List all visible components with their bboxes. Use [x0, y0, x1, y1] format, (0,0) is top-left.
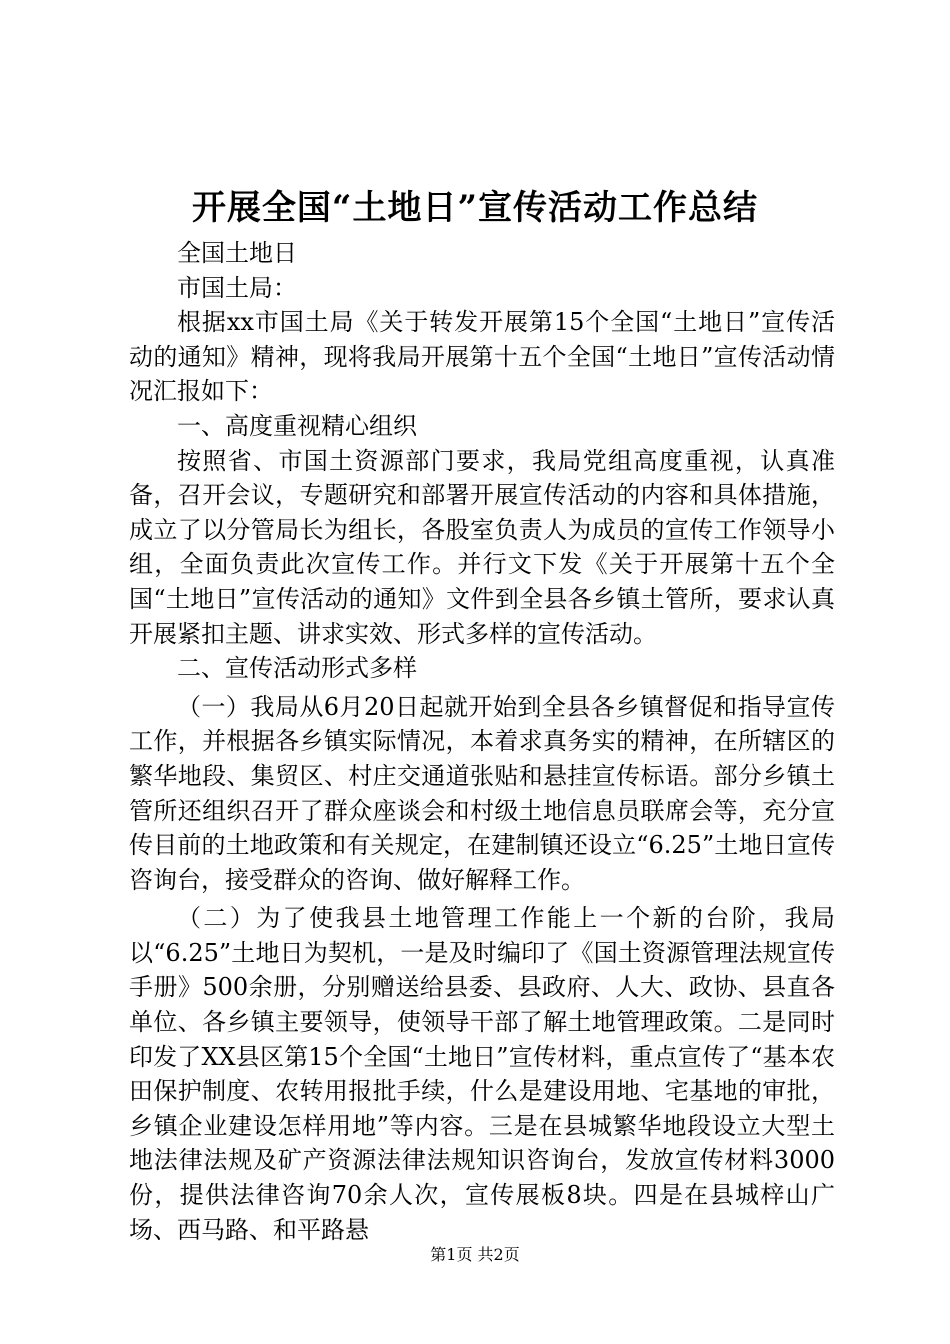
paragraph-item-1: （一）我局从6月20日起就开始到全县各乡镇督促和指导宣传工作，并根据各乡镇实际情况，本着求真务实的精神，在所辖区的繁华地段、集贸区、村庄交通道张贴和悬挂宣传标语。部分乡镇土管所还组织召开了群众座谈会和村级土地信息员联席会等，充分宣传目前的土地政策和有关规定，在建制镇还设立“6.25”土地日宣传咨询台，接受群众的咨询、做好解释工作。: [129, 692, 835, 894]
paragraph-section-1: 按照省、市国土资源部门要求，我局党组高度重视，认真准备，召开会议，专题研究和部署开展宣传活动的内容和具体措施，成立了以分管局长为组长，各股室负责人为成员的宣传工作领导小组，全面负责此次宣传工作。并行文下发《关于开展第十五个全国“土地日”宣传活动的通知》文件到全县各乡镇土管所，要求认真开展紧扣主题、讲求实效、形式多样的宣传活动。: [129, 446, 835, 648]
paragraph-recipient: 市国土局：: [177, 273, 297, 302]
document-title: 开展全国“土地日”宣传活动工作总结: [191, 188, 759, 228]
paragraph-item-2: （二）为了使我县土地管理工作能上一个新的台阶，我局以“6.25”土地日为契机，一是及时编印了《国土资源管理法规宣传手册》500余册，分别赠送给县委、县政府、人大、政协、县直各单位、各乡镇主要领导，使领导干部了解土地管理政策。二是同时印发了XX县区第15个全国“土地日”宣传材料，重点宣传了“基本农田保护制度、农转用报批手续，什么是建设用地、宅基地的审批，乡镇企业建设怎样用地”等内容。三是在县城繁华地段设立大型土地法律法规及矿产资源法律法规知识咨询台，发放宣传材料3000份，提供法律咨询70余人次，宣传展板8块。四是在县城梓山广场、西马路、和平路悬: [129, 904, 835, 1244]
page-number: 第1页 共2页: [430, 1245, 520, 1264]
document-body: [129, 236, 835, 1247]
paragraph-subtitle: 全国土地日: [177, 239, 297, 267]
paragraph-intro: 根据xx市国土局《关于转发开展第15个全国“土地日”宣传活动的通知》精神，现将我局开展第十五个全国“土地日”宣传活动情况汇报如下：: [129, 308, 835, 406]
section-heading-2: 二、宣传活动形式多样: [177, 654, 417, 683]
section-heading-1: 一、高度重视精心组织: [177, 411, 417, 440]
